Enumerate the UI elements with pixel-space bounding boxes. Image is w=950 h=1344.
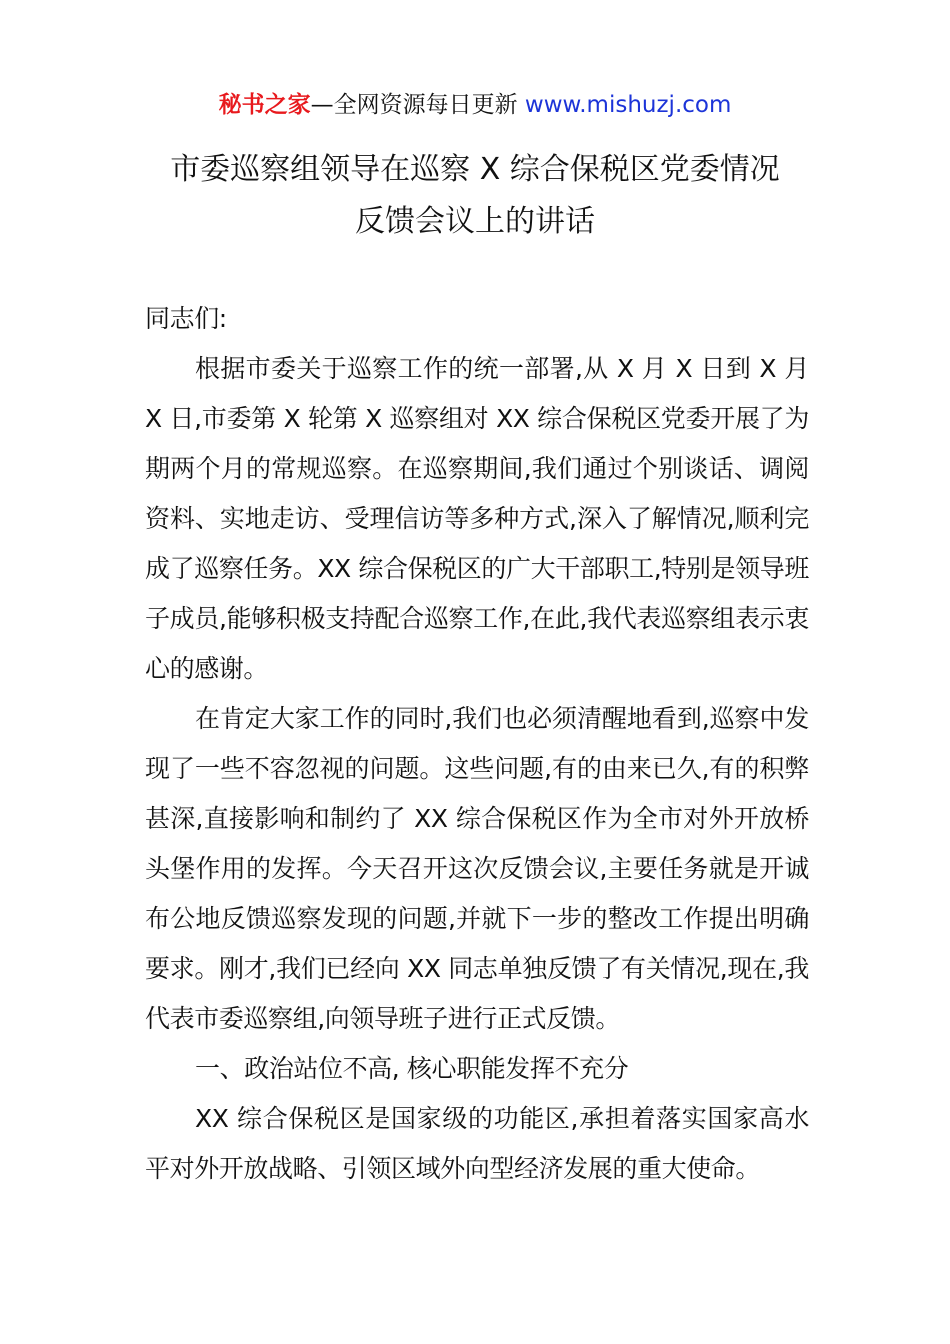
title-line-2: 反馈会议上的讲话: [355, 204, 595, 239]
document-title: [0, 144, 950, 248]
title-line-1: 市委巡察组领导在巡察 X 综合保税区党委情况: [170, 152, 780, 187]
section-heading-1: 一、政治站位不高, 核心职能发挥不充分: [195, 1054, 629, 1083]
site-header: [0, 88, 950, 122]
paragraph-3: XX 综合保税区是国家级的功能区,承担着落实国家高水平对外开放战略、引领区域外向型经济发展的重大使命。: [145, 1104, 809, 1183]
site-url-link[interactable]: www.mishuzj.com: [524, 92, 732, 118]
paragraph-1: 根据市委关于巡察工作的统一部署,从 X 月 X 日到 X 月 X 日,市委第 X 轮第 X 巡察组对 XX 综合保税区党委开展了为期两个月的常规巡察。在巡察期间,我们通过个别谈话、调阅资料、实地走访、受理信访等多种方式,深入了解情况,顺利完成了巡察任务。XX 综合保税区的广大干部职工,特别是领导班子成员,能够积极支持配合巡察工作,在此,我代表巡察组表示衷心的感谢。: [145, 354, 809, 683]
header-tagline: —全网资源每日更新: [310, 92, 525, 118]
greeting: 同志们:: [145, 304, 227, 333]
paragraph-2: 在肯定大家工作的同时,我们也必须清醒地看到,巡察中发现了一些不容忽视的问题。这些问题,有的由来已久,有的积弊甚深,直接影响和制约了 XX 综合保税区作为全市对外开放桥头堡作用的发挥。今天召开这次反馈会议,主要任务就是开诚布公地反馈巡察发现的问题,并就下一步的整改工作提出明确要求。刚才,我们已经向 XX 同志单独反馈了有关情况,现在,我代表市委巡察组,向领导班子进行正式反馈。: [145, 704, 809, 1033]
document-body: [145, 294, 809, 1194]
brand-name: 秘书之家: [218, 92, 311, 118]
